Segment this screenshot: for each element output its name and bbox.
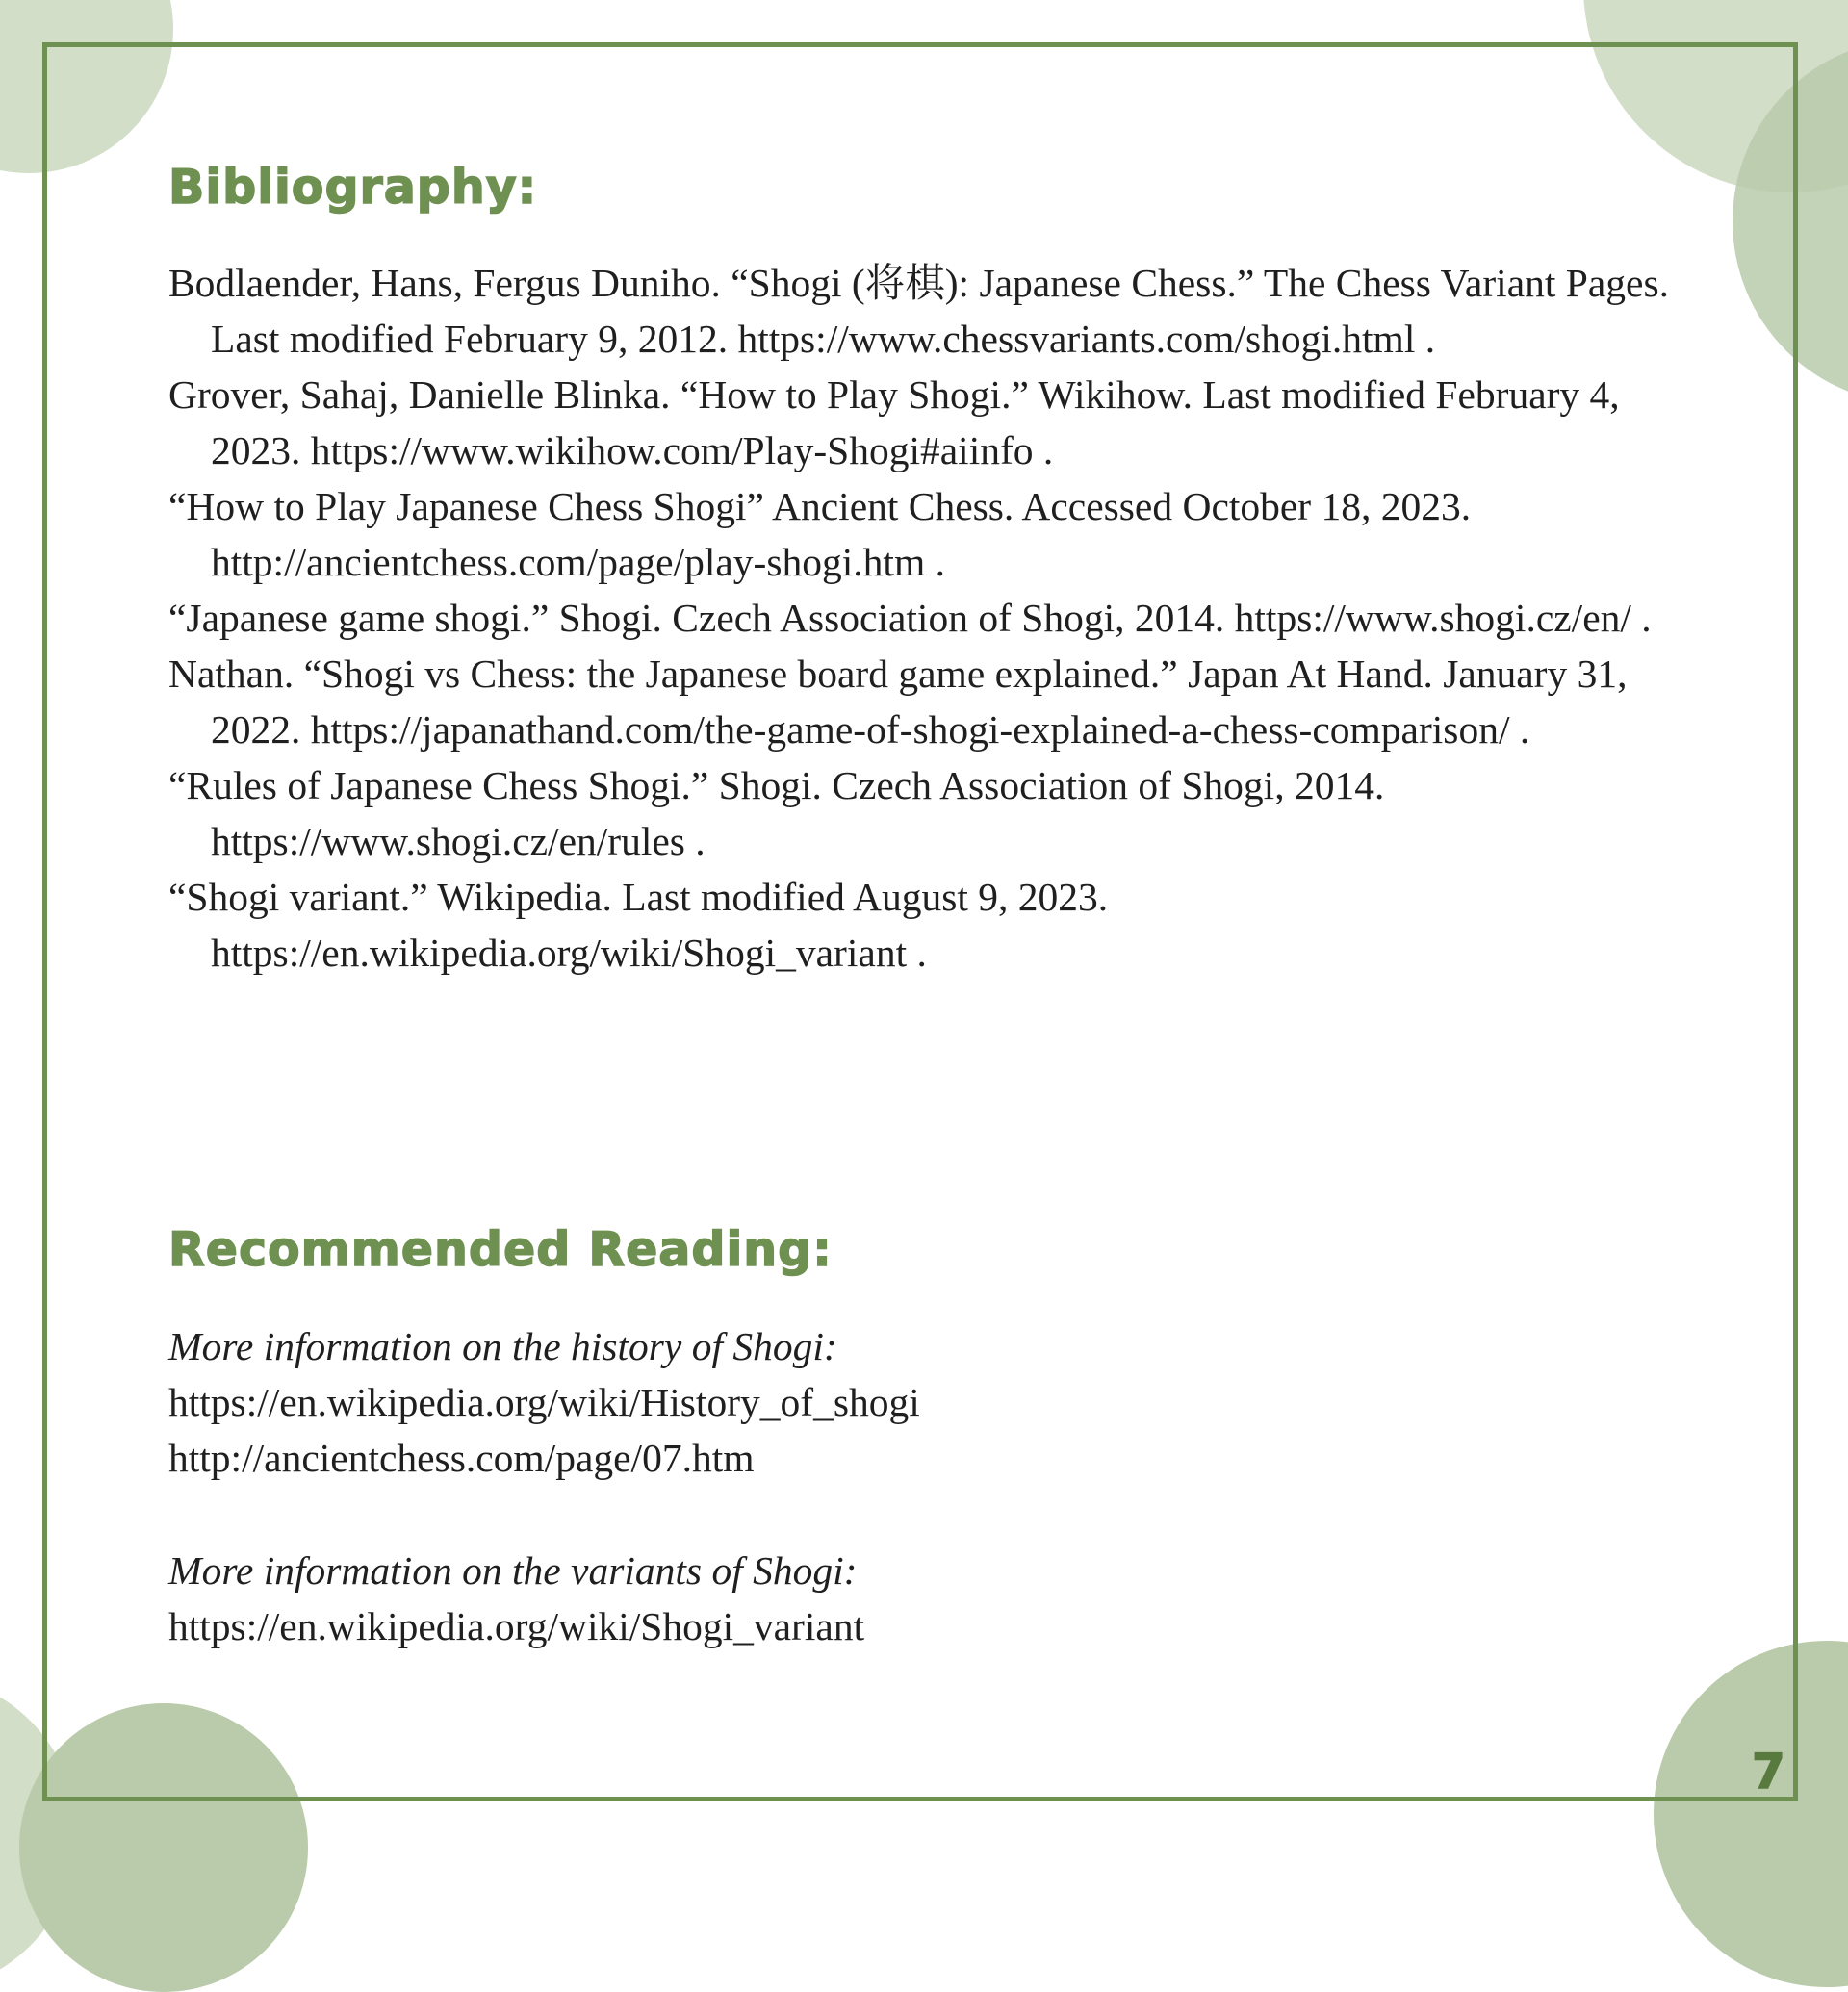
history-reading-section [168, 1318, 1612, 1486]
bibliography-entry: “Rules of Japanese Chess Shogi.” Shogi. Czech Association of Shogi, 2014. https://www.shogi.cz/en/rules . [168, 763, 1385, 863]
page-number: 7 [1752, 1744, 1785, 1800]
variants-reading-label: More information on the variants of Shogi: [168, 1548, 858, 1593]
bibliography-entry: Grover, Sahaj, Danielle Blinka. “How to Play Shogi.” Wikihow. Last modified February 4, 2023. https://www.wikihow.com/Play-Shogi#aiinfo . [168, 372, 1620, 472]
variants-reading-section [168, 1543, 1612, 1654]
history-reading-label: More information on the history of Shogi: [168, 1324, 837, 1368]
bibliography-entry: “Japanese game shogi.” Shogi. Czech Association of Shogi, 2014. https://www.shogi.cz/en/ . [168, 596, 1652, 640]
history-link[interactable]: https://en.wikipedia.org/wiki/History_of_shogi [168, 1380, 920, 1424]
bibliography-entry: Bodlaender, Hans, Fergus Duniho. “Shogi (将棋): Japanese Chess.” The Chess Variant Pages. Last modified February 9, 2012. https://www.chessvariants.com/shogi.html . [168, 261, 1669, 361]
bibliography-entry: “How to Play Japanese Chess Shogi” Ancient Chess. Accessed October 18, 2023. http://ancientchess.com/page/play-shogi.htm . [168, 484, 1472, 584]
variants-link[interactable]: https://en.wikipedia.org/wiki/Shogi_variant [168, 1604, 865, 1648]
recommended-reading-heading: Recommended Reading: [168, 1222, 833, 1277]
history-link[interactable]: http://ancientchess.com/page/07.htm [168, 1436, 755, 1480]
bibliography-list [168, 255, 1670, 981]
bibliography-entry: Nathan. “Shogi vs Chess: the Japanese board game explained.” Japan At Hand. January 31, 2022. https://japanathand.com/the-game-of-shogi-explained-a-chess-comparison/ . [168, 651, 1628, 752]
bibliography-heading: Bibliography: [168, 160, 538, 215]
bibliography-entry: “Shogi variant.” Wikipedia. Last modified August 9, 2023. https://en.wikipedia.org/wiki/Shogi_variant . [168, 875, 1109, 975]
